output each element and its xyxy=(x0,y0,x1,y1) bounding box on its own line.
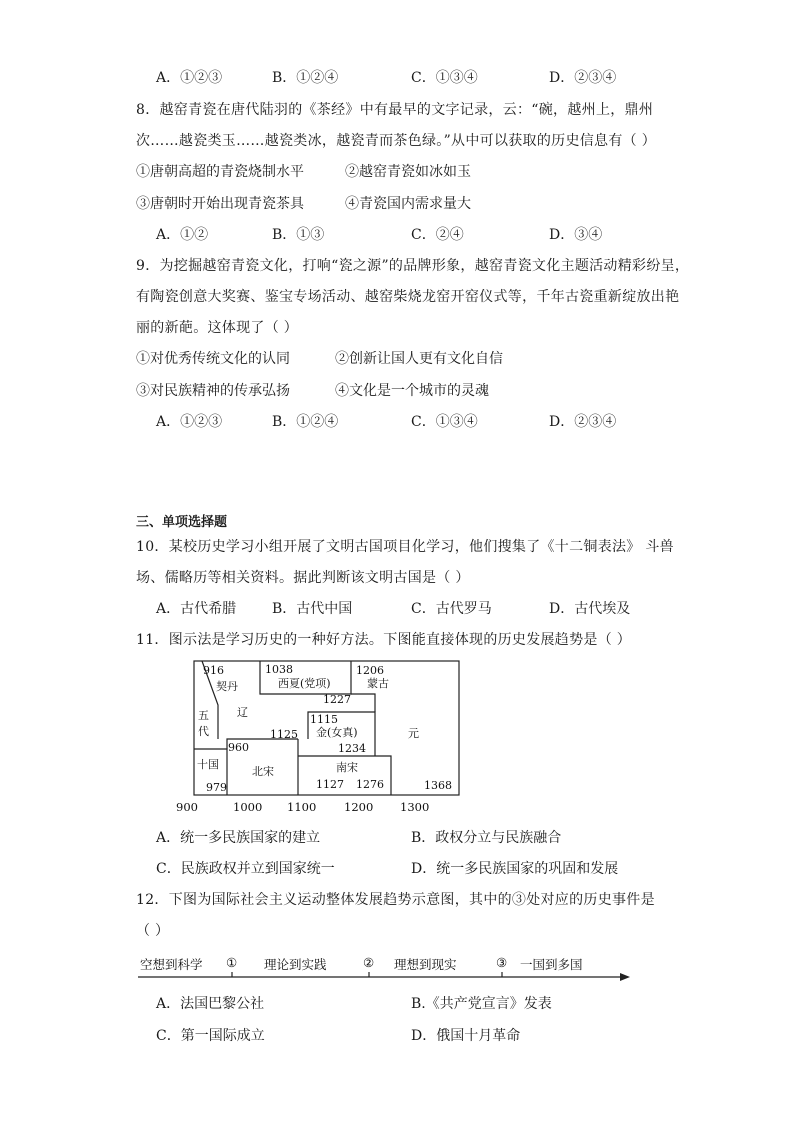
label-nansong: 南宋 xyxy=(336,761,358,774)
label-beisong: 北宋 xyxy=(252,765,274,778)
label-1206: 1206 xyxy=(356,664,384,677)
q8-option-d[interactable]: D．③④ xyxy=(549,227,603,243)
axis-tick-1100: 1100 xyxy=(287,800,317,814)
label-916: 916 xyxy=(203,664,224,677)
label-liao: 辽 xyxy=(237,706,248,719)
timeline-segment-4: 一国到多国 xyxy=(520,957,583,972)
q7-option-a[interactable]: A．①②③ xyxy=(156,70,223,86)
q8-stem-line2: 次……越瓷类玉……越瓷类冰，越瓷青而茶色绿。”从中可以获取的历史信息有（ ） xyxy=(136,133,657,149)
label-1127: 1127 xyxy=(316,778,344,791)
label-960: 960 xyxy=(228,741,249,754)
q8-stem-line1: 8．越窑青瓷在唐代陆羽的《茶经》中有最早的文字记录，云：“碗，越州上，鼎州 xyxy=(136,102,654,118)
timeline-mark-3: ③ xyxy=(496,955,508,970)
q9-item-3: ③对民族精神的传承弘扬 xyxy=(136,383,290,399)
dynasty-diagram xyxy=(170,655,470,820)
q9-option-a[interactable]: A．①②③ xyxy=(156,414,223,430)
q12-stem-line2: （ ） xyxy=(136,923,170,939)
socialism-timeline xyxy=(136,950,636,990)
label-jin: 金(女真) xyxy=(316,726,358,739)
q11-stem-line1: 11．图示法是学习历史的一种好方法。下图能直接体现的历史发展趋势是（ ） xyxy=(136,632,632,648)
q8-item-2: ②越窑青瓷如冰如玉 xyxy=(345,164,471,180)
q10-stem-line1: 10．某校历史学习小组开展了文明古国项目化学习，他们搜集了《十二铜表法》 斗兽 xyxy=(136,539,674,555)
q9-option-d[interactable]: D．②③④ xyxy=(549,414,617,430)
label-wu: 五 xyxy=(198,709,209,722)
q11-option-a[interactable]: A．统一多民族国家的建立 xyxy=(156,830,321,846)
q9-stem-line1: 9．为挖掘越窑青瓷文化，打响“瓷之源”的品牌形象，越窑青瓷文化主题活动精彩纷呈， xyxy=(136,258,690,274)
diagram-mengu-box xyxy=(351,694,375,712)
q7-option-b[interactable]: B．①②④ xyxy=(272,70,339,86)
label-yuan: 元 xyxy=(408,727,419,740)
q8-option-c[interactable]: C．②④ xyxy=(411,227,464,243)
q9-option-b[interactable]: B．①②④ xyxy=(272,414,339,430)
q9-option-c[interactable]: C．①③④ xyxy=(411,414,478,430)
timeline-mark-1: ① xyxy=(226,955,238,970)
q10-option-c[interactable]: C．古代罗马 xyxy=(411,601,492,617)
q8-option-a[interactable]: A．①② xyxy=(156,227,209,243)
timeline-arrowhead xyxy=(620,973,630,981)
q12-option-b[interactable]: B.《共产党宣言》发表 xyxy=(411,996,552,1012)
q7-option-d[interactable]: D．②③④ xyxy=(549,70,617,86)
label-1227: 1227 xyxy=(323,693,351,706)
q12-option-a[interactable]: A．法国巴黎公社 xyxy=(156,996,265,1012)
label-shiguo: 十国 xyxy=(197,758,219,771)
q9-item-2: ②创新让国人更有文化自信 xyxy=(335,351,503,367)
label-menggu: 蒙古 xyxy=(367,677,389,690)
q8-item-4: ④青瓷国内需求量大 xyxy=(345,196,471,212)
q8-item-1: ①唐朝高超的青瓷烧制水平 xyxy=(136,164,304,180)
q9-item-4: ④文化是一个城市的灵魂 xyxy=(335,383,489,399)
label-1234: 1234 xyxy=(338,742,366,755)
label-1368: 1368 xyxy=(424,779,452,792)
q9-item-1: ①对优秀传统文化的认同 xyxy=(136,351,290,367)
timeline-segment-2: 理论到实践 xyxy=(264,957,327,972)
axis-tick-1300: 1300 xyxy=(400,800,430,814)
q12-option-c[interactable]: C．第一国际成立 xyxy=(156,1028,265,1044)
axis-tick-1000: 1000 xyxy=(233,800,263,814)
section-title: 三、单项选择题 xyxy=(136,515,228,530)
q10-option-d[interactable]: D．古代埃及 xyxy=(549,601,631,617)
q8-option-b[interactable]: B．①③ xyxy=(272,227,325,243)
q12-stem-line1: 12．下图为国际社会主义运动整体发展趋势示意图，其中的③处对应的历史事件是 xyxy=(136,892,655,908)
q10-option-a[interactable]: A．古代希腊 xyxy=(156,601,237,617)
label-979: 979 xyxy=(206,781,227,794)
q11-option-d[interactable]: D．统一多民族国家的巩固和发展 xyxy=(411,861,619,877)
label-1276: 1276 xyxy=(356,778,384,791)
q11-option-b[interactable]: B．政权分立与民族融合 xyxy=(411,830,562,846)
axis-tick-1200: 1200 xyxy=(344,800,374,814)
q7-option-c[interactable]: C．①③④ xyxy=(411,70,478,86)
q12-option-d[interactable]: D．俄国十月革命 xyxy=(411,1028,521,1044)
q11-option-c[interactable]: C．民族政权并立到国家统一 xyxy=(156,861,335,877)
q9-stem-line2: 有陶瓷创意大奖赛、鉴宝专场活动、越窑柴烧龙窑开窑仪式等，千年古瓷重新绽放出艳 xyxy=(136,289,680,305)
label-1115: 1115 xyxy=(310,713,338,726)
q8-item-3: ③唐朝时开始出现青瓷茶具 xyxy=(136,196,304,212)
axis-tick-900: 900 xyxy=(176,800,198,814)
timeline-mark-2: ② xyxy=(363,955,375,970)
label-dai: 代 xyxy=(198,725,209,738)
label-xixia: 西夏(党项) xyxy=(278,677,331,690)
q10-option-b[interactable]: B．古代中国 xyxy=(272,601,353,617)
label-1125: 1125 xyxy=(270,728,298,741)
q9-stem-line3: 丽的新葩。这体现了（ ） xyxy=(136,320,299,336)
label-1038: 1038 xyxy=(265,663,293,676)
q10-stem-line2: 场、儒略历等相关资料。据此判断该文明古国是（ ） xyxy=(136,570,470,586)
timeline-segment-1: 空想到科学 xyxy=(140,957,203,972)
timeline-segment-3: 理想到现实 xyxy=(394,957,457,972)
label-qidan: 契丹 xyxy=(216,680,238,693)
